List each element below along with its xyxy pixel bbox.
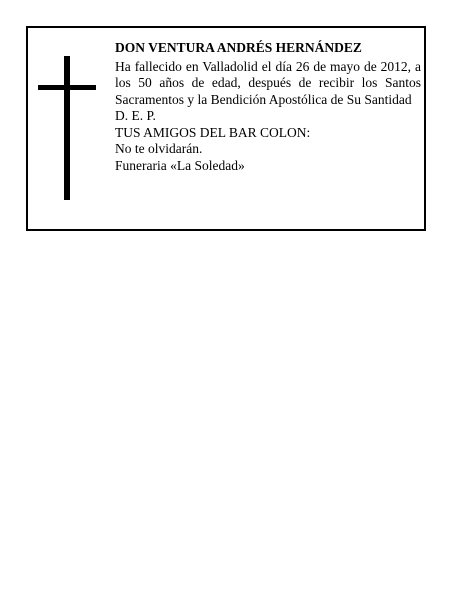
sender-line: TUS AMIGOS DEL BAR COLON:: [115, 124, 311, 140]
deceased-name: DON VENTURA ANDRÉS HERNÁNDEZ: [115, 40, 362, 55]
cross-vertical-bar: [64, 56, 70, 200]
rest-in-peace: D. E. P.: [115, 108, 156, 123]
cross-icon: [38, 56, 98, 200]
cross-horizontal-bar: [38, 85, 96, 90]
death-announcement: Ha fallecido en Valladolid el día 26 de mayo de 2012, a los 50 años de edad, después de recibir los Santos Sacramentos y la Bendición Apostólica de Su Santidad: [115, 58, 421, 107]
funeral-home: Funeraria «La Soledad»: [115, 157, 245, 173]
obituary-notice: [26, 26, 426, 231]
farewell-message: No te olvidarán.: [115, 141, 203, 156]
obituary-text: [115, 40, 421, 174]
